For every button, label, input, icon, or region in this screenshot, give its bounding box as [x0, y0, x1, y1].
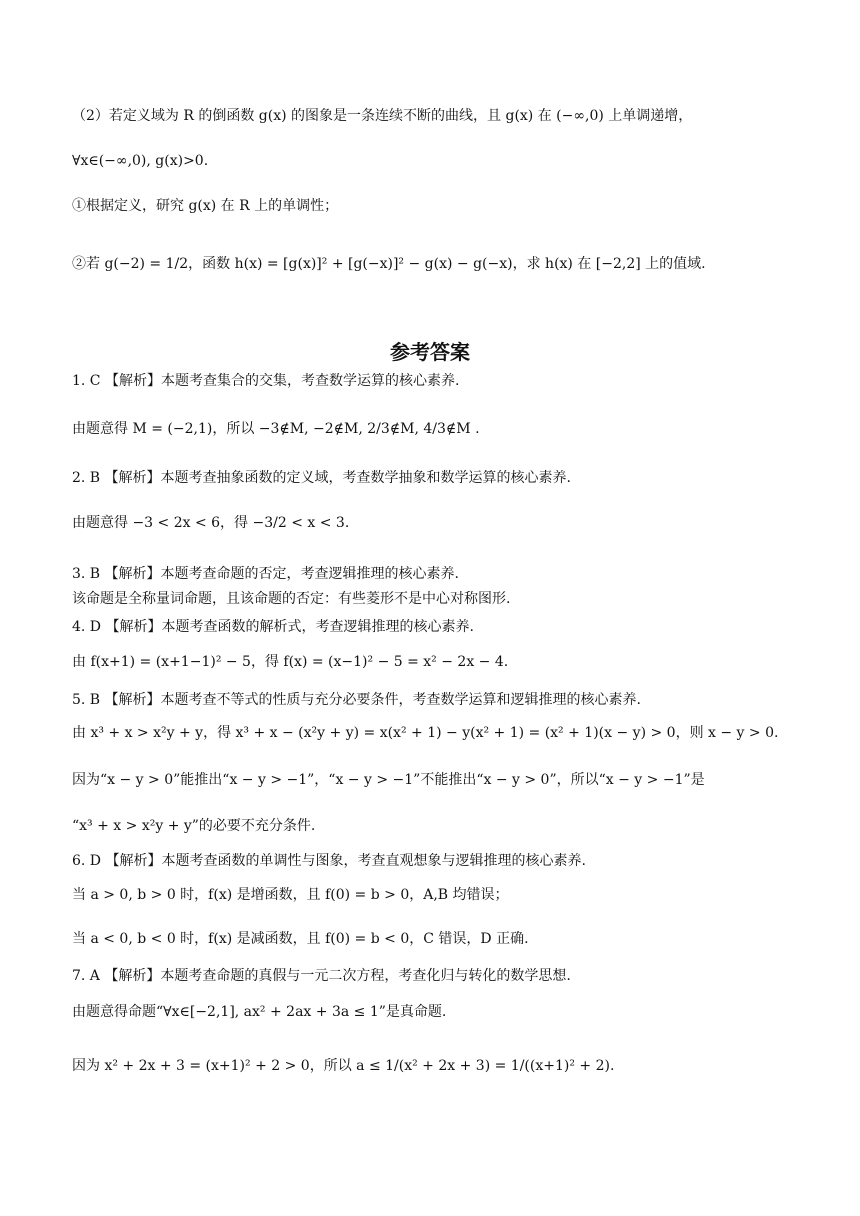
question-q2-part2: ②若 g(−2) = 1/2，函数 h(x) = [g(x)]² + [g(−x)]² − g(x) − g(−x)，求 h(x) 在 [−2,2] 上的值域.: [72, 256, 706, 272]
answer-6-body-2: 当 a < 0, b < 0 时，f(x) 是减函数，且 f(0) = b < 0，C 错误，D 正确.: [72, 931, 529, 947]
answer-3-body: 该命题是全称量词命题，且该命题的否定：有些菱形不是中心对称图形.: [72, 591, 511, 607]
answer-6-body-1: 当 a > 0, b > 0 时，f(x) 是增函数，且 f(0) = b > 0，A,B 均错误；: [72, 887, 509, 903]
answer-5-body-1: 由 x³ + x > x²y + y，得 x³ + x − (x²y + y) = x(x² + 1) − y(x² + 1) = (x² + 1)(x − y) > 0，则 x − y > 0.: [72, 725, 779, 741]
answer-7-body-1: 由题意得命题“∀x∈[−2,1], ax² + 2ax + 3a ≤ 1”是真命题.: [72, 1004, 447, 1020]
question-q2-intro: （2）若定义域为 R 的倒函数 g(x) 的图象是一条连续不断的曲线，且 g(x) 在 (−∞,0) 上单调递增，: [72, 108, 693, 124]
answer-2-head: 2. B 【解析】本题考查抽象函数的定义域，考查数学抽象和数学运算的核心素养.: [72, 470, 571, 486]
answer-1-body: 由题意得 M = (−2,1)，所以 −3∉M, −2∉M, 2/3∉M, 4/3∉M .: [72, 421, 480, 437]
answer-4-head: 4. D 【解析】本题考查函数的解析式，考查逻辑推理的核心素养.: [72, 619, 474, 635]
answer-6-head: 6. D 【解析】本题考查函数的单调性与图象，考查直观想象与逻辑推理的核心素养.: [72, 853, 586, 869]
answer-7-body-2: 因为 x² + 2x + 3 = (x+1)² + 2 > 0，所以 a ≤ 1/(x² + 2x + 3) = 1/((x+1)² + 2).: [72, 1058, 615, 1074]
answer-1-head: 1. C 【解析】本题考查集合的交集，考查数学运算的核心素养.: [72, 373, 460, 389]
question-q2-part1: ①根据定义，研究 g(x) 在 R 上的单调性；: [72, 198, 339, 214]
answer-5-body-3: “x³ + x > x²y + y”的必要不充分条件.: [72, 818, 316, 834]
answers-title: 参考答案: [390, 340, 470, 364]
answer-2-body: 由题意得 −3 < 2x < 6，得 −3/2 < x < 3.: [72, 515, 350, 531]
answer-5-head: 5. B 【解析】本题考查不等式的性质与充分必要条件，考查数学运算和逻辑推理的核心素养.: [72, 692, 641, 708]
answer-7-head: 7. A 【解析】本题考查命题的真假与一元二次方程，考查化归与转化的数学思想.: [72, 968, 571, 984]
answer-3-head: 3. B 【解析】本题考查命题的否定，考查逻辑推理的核心素养.: [72, 566, 459, 582]
answer-5-body-2: 因为“x − y > 0”能推出“x − y > −1”，“x − y > −1”不能推出“x − y > 0”，所以“x − y > −1”是: [72, 772, 705, 788]
question-q2-condition: ∀x∈(−∞,0), g(x)>0.: [72, 153, 209, 169]
answer-4-body: 由 f(x+1) = (x+1−1)² − 5，得 f(x) = (x−1)² − 5 = x² − 2x − 4.: [72, 654, 509, 670]
